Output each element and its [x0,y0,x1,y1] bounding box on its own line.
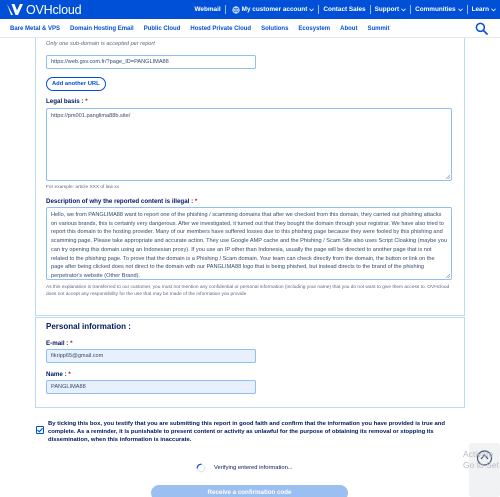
learn-menu[interactable] [472,6,496,13]
legal-basis-textarea[interactable] [46,108,452,181]
verifying-status [196,463,293,473]
legal-basis-label-text: Legal basis : [46,98,84,105]
resize-handle-icon[interactable] [445,273,450,278]
required-marker: * [194,198,198,205]
activation-watermark-line1: Activate [463,449,494,459]
name-field[interactable]: PANGLIMA88 [46,380,256,394]
nav-summit[interactable]: Summit [367,25,390,32]
communities-menu[interactable] [415,6,462,13]
nav-about[interactable]: About [340,25,358,32]
description-textarea[interactable] [46,207,452,280]
customer-account-label: My customer account [241,6,308,13]
ovhcloud-logo[interactable] [6,2,81,17]
nav-domain-hosting-email[interactable]: Domain Hosting Email [70,25,134,32]
url-input[interactable]: https://web.gsv.com.fr/?page_ID=PANGLIMA88 [46,55,256,69]
name-label-text: Name : [46,371,67,378]
customer-account-link[interactable] [230,6,315,14]
email-label-text: E-mail : [46,340,69,347]
required-marker: * [85,98,88,105]
email-field[interactable]: fikripp65@gmail.com [46,349,256,363]
nav-public-cloud[interactable]: Public Cloud [143,25,181,32]
brand-name: OVHcloud [26,2,82,17]
legal-basis-label [46,98,88,105]
personal-information-title: Personal information : [46,322,131,331]
description-label-text: Description of why the reported content is illegal : [46,198,194,205]
consent-text: By ticking this box, you testify that you are submitting this report in good faith and confirm that the information you have provided is true and complete. As a reminder, it is punishable to present content or activity as unlawful for the purpose of obtaining its removal or stopping its dissemination, when this information is inaccurate. [48,421,445,443]
consent-checkbox[interactable] [36,426,44,434]
add-url-button[interactable]: Add another URL [46,77,106,91]
legal-basis-value: https://pm001.panglima88b.site/ [51,113,131,119]
required-marker: * [68,371,71,378]
support-label: Support [374,6,400,13]
email-label [46,340,73,347]
receive-confirmation-code-button[interactable]: Receive a confirmation code [151,485,348,497]
required-marker: * [70,340,73,347]
webmail-link[interactable]: Webmail [194,6,221,13]
support-menu[interactable] [375,6,407,13]
top-bar [0,0,500,19]
subdomain-note: Only one sub-domain is accepted per report [46,41,155,47]
description-label [46,198,197,205]
chevron-down-icon [401,8,406,12]
nav-solutions[interactable]: Solutions [261,25,289,32]
description-disclaimer: As this explanation is transferred to our customer, you must not mention any confidential or personal information (including your name) that you do not want to give them access to. OVHcloud does not accept any responsibility for the use that may be made of the information you provide [46,285,450,297]
name-label [46,371,71,378]
nav-bare-metal[interactable]: Bare Metal & VPS [10,25,61,32]
contact-sales-link[interactable]: Contact Sales [323,6,366,13]
main-nav [0,19,500,38]
ovhcloud-logo-icon [6,2,24,17]
nav-hosted-private-cloud[interactable]: Hosted Private Cloud [190,25,252,32]
activation-watermark-line2: Go to Set [463,460,499,470]
legal-basis-example: For example: article XXX of law xx [46,185,120,190]
learn-label: Learn [471,6,489,13]
chevron-down-icon [458,8,463,12]
verifying-text: Verifying entered information... [214,465,293,471]
resize-handle-icon[interactable] [445,174,450,179]
search-icon[interactable] [475,22,488,35]
description-value: Hello, we from PANGLIMA88 want to report one of the phishing / scamming domains that after we checked from this domain, they carried out phishing attacks on various brands, this is certainly very dangerous. After we investigated, it turned out that they bought the domain through your registrar. We have also tried to report this domain to the hosting provider. Many of our members have suffered losses due to this phishing page because they were fooled by this phishing and scamming page. Please take appropriate and accurate action. They use Google AMP cache and the Phishing / Scam Site also uses Script Cloaking (maybe you can try opening this domain using an Indonesian proxy). If you use an IP other than Indonesia, usually the page will be directed to another page that is not related to the phishing page. To prove that the domain is a Phishing / Scam domain. Your team can check directly from the domain, the button or link on the page after being clicked does not direct to the domain with our PANGLIMA88 logo that is being phished, but instead directs to the brand of the phishing perpetrator's website (Other Brand). [51,212,447,279]
spinner-icon [196,463,206,473]
account-globe-icon [232,6,240,14]
chevron-down-icon [309,8,314,12]
communities-label: Communities [415,6,456,13]
chevron-down-icon [491,8,496,12]
nav-ecosystem[interactable]: Ecosystem [298,25,331,32]
checkmark-icon [36,426,44,434]
